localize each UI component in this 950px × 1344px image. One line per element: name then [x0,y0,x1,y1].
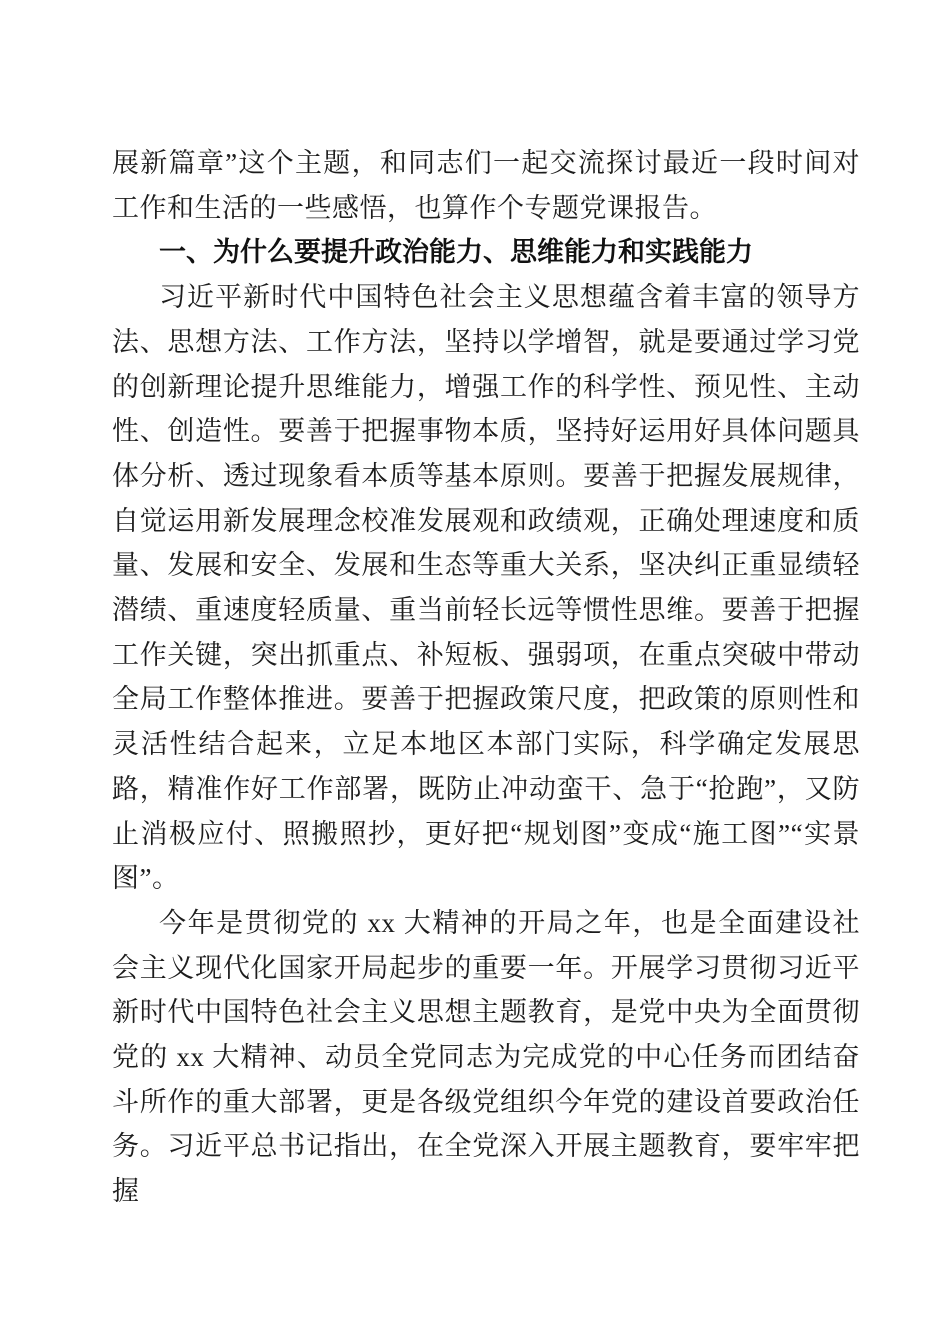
section-heading: 一、为什么要提升政治能力、思维能力和实践能力 [159,237,753,268]
paragraph-body-2: 今年是贯彻党的 xx 大精神的开局之年，也是全面建设社会主义现代化国家开局起步的重要一年。开展学习贯彻习近平新时代中国特色社会主义思想主题教育，是党中央为全面贯彻党的 xx 大精神、动员全党同志为完成党的中心任务而团结奋斗所作的重大部署，更是各级党组织今年党的建设首要政治任务。习近平总书记指出，在全党深入开展主题教育，要牢牢把握 [112,907,860,1207]
paragraph-body-1: 习近平新时代中国特色社会主义思想蕴含着丰富的领导方法、思想方法、工作方法，坚持以学增智，就是要通过学习党的创新理论提升思维能力，增强工作的科学性、预见性、主动性、创造性。要善于把握事物本质，坚持好运用好具体问题具体分析、透过现象看本质等基本原则。要善于把握发展规律，自觉运用新发展理念校准发展观和政绩观，正确处理速度和质量、发展和安全、发展和生态等重大关系，坚决纠正重显绩轻潜绩、重速度轻质量、重当前轻长远等惯性思维。要善于把握工作关键，突出抓重点、补短板、强弱项，在重点突破中带动全局工作整体推进。要善于把握政策尺度，把政策的原则性和灵活性结合起来，立足本地区本部门实际，科学确定发展思路，精准作好工作部署，既防止冲动蛮干、急于“抢跑”，又防止消极应付、照搬照抄，更好把“规划图”变成“施工图”“实景图”。 [112,282,860,894]
paragraph-continuation: 展新篇章”这个主题，和同志们一起交流探讨最近一段时间对工作和生活的一些感悟，也算作个专题党课报告。 [112,148,860,223]
